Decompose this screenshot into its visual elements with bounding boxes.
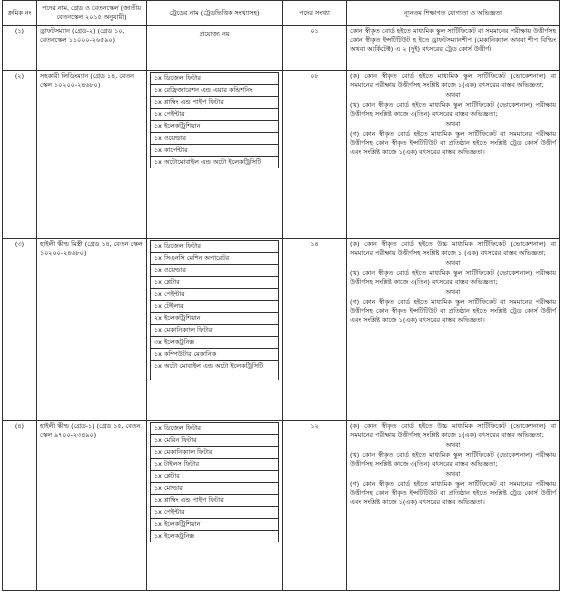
trade-list xyxy=(150,422,279,542)
trade-item: ১x অটো মোবাইল এন্ড অটো ইলেকট্রিসিটি xyxy=(151,361,279,381)
trade-item: ১x পেইন্টার xyxy=(151,109,279,121)
trade-item: ১x ওয়েল্ডার xyxy=(151,133,279,145)
count-cell: ১৪ xyxy=(283,239,347,421)
qualification-option-c: (গ) কোন স্বীকৃত বোর্ড হইতে মাধ্যমিক স্কুল সার্টিফিকেট বা সমমানের পরীক্ষায় উত্তীর্ণসহ কোন স্বীকৃত ইন্সটিটিউট বা প্রতিষ্ঠান হইতে সংশ্লিষ্ট ট্রেড কোর্স উত্তীর্ণ এবং সংশ্লিষ্ট কাজে ১(এক) বৎসরের বাস্তব অভিজ্ঞতা। xyxy=(350,130,556,156)
trade-item: ১x পেইন্টার xyxy=(151,289,279,301)
trade-item: ১x কম্পিউটার মেকানিক xyxy=(151,349,279,361)
qualification-cell xyxy=(347,421,560,591)
trade-cell xyxy=(147,239,283,421)
trade-item: ১x রেফ্রিজারেশন এন্ড এয়ার কন্ডিশনিং xyxy=(151,85,279,97)
count-cell: ০৮ xyxy=(283,71,347,239)
post-cell: হাইলী স্কীল্ড (গ্রেড-১) (গ্রেড ১৫, বেতন স্কেল ৯৭০০-২৩৪৯০) xyxy=(37,421,147,591)
post-cell: ড্রাফটসম্যান (গ্রেড-২) (গ্রেড ১০, বেতনস্কেল ১১০০০-২৬৫৯০) xyxy=(37,26,147,71)
or-separator: অথবা xyxy=(445,91,461,99)
trade-item: ১x টেইলার xyxy=(151,301,279,313)
qualification-option-a: (ক) কোন স্বীকৃত বোর্ড হইতে উচ্চ মাধ্যমিক সার্টিফিকেট (ভোকেশনাল) বা সমমানের পরীক্ষায় উত্তীর্ণসহ সংশ্লিষ্ট কাজে ১ (এক) বৎসরের বাস্তব অভিজ্ঞতা; xyxy=(350,240,556,257)
qualification-cell xyxy=(347,26,560,71)
trade-item: ১x মেকানিক্যাল ফিটার xyxy=(151,447,279,459)
post-cell: সহকারী লিডিংম্যান (গ্রেড ১৪, বেতন স্কেল ১০২০০-২৪৬৮০) xyxy=(37,71,147,239)
or-separator: অথবা xyxy=(445,288,461,296)
trade-item: ১x প্লাম্বিং এন্ড পাইপ ফিটার xyxy=(151,495,279,507)
post-cell: হাইলী স্কীল্ড মিস্ত্রী (গ্রেড ১৪, বেতন স্কেল ১০২০০-২৪৬৮০) xyxy=(37,239,147,421)
qualification-option-a: (ক) কোন স্বীকৃত বোর্ড হইতে উচ্চ মাধ্যমিক সার্টিফিকেট (ভোকেশনাল) বা সমমানের পরীক্ষায় উত্তীর্ণসহ সংশ্লিষ্ট কাজে ১(এক) বৎসরের বাস্তব অভিজ্ঞতা; xyxy=(350,422,556,439)
trade-list xyxy=(150,72,279,168)
trade-cell xyxy=(147,71,283,239)
serial-cell: (৪) xyxy=(3,421,37,591)
header-post: পদের নাম, গ্রেড ও বেতনস্কেল (জাতীয় বেতনস্কেল ২০১৫ অনুযায়ী) xyxy=(37,1,147,26)
trade-item: ১x অটোমোবাইল এন্ড অটো ইলেকট্রিসিটি xyxy=(151,157,279,169)
trade-item: ১x টাইলস ফিটার xyxy=(151,459,279,471)
or-separator: অথবা xyxy=(445,259,461,267)
header-sl: ক্রমিক নং xyxy=(3,1,37,26)
or-separator: অথবা xyxy=(445,470,461,478)
trade-item: ১x মেকানিক্যাল ফিটার xyxy=(151,325,279,337)
trade-item: ২x ইলেকট্রিশিয়ান xyxy=(151,313,279,325)
table-row xyxy=(3,239,560,421)
trade-item: ১x মেরিন ফিটার xyxy=(151,435,279,447)
table-row xyxy=(3,71,560,239)
qualification-option-b: (খ) কোন স্বীকৃত বোর্ড হইতে মাধ্যমিক স্কুল সার্টিফিকেট (ভোকেশনাল) পরীক্ষায় উত্তীর্ণসহ সংশ্লিষ্ট কাজে ৩(তিন) বৎসরের বাস্তব অভিজ্ঞতা; xyxy=(350,101,556,118)
count-cell: ০১ xyxy=(283,26,347,71)
trade-item: ১x মোল্ডার xyxy=(151,483,279,495)
trade-list xyxy=(150,240,279,380)
trade-item: ১x প্লেটার xyxy=(151,277,279,289)
qualification-text: কোন স্বীকৃত বোর্ড হইতে মাধ্যমিক স্কুল সার্টিফিকেট বা সমমানের পরীক্ষায় উত্তীর্ণসহ কোন স্বীকৃত ইন্সটিটিউট হ ইতে ড্রাফটসম্যানশীপ (মেকানিক্যাল অথবা শীপ বিল্ডিং অথবা আর্কিটেক্ট) এ ২ (দুই) বৎসরের ট্রেড কোর্স উত্তীর্ণ। xyxy=(350,27,556,53)
trade-item: ১x ডিজেল ফিটার xyxy=(151,241,279,253)
table-row xyxy=(3,26,560,71)
serial-cell: (৩) xyxy=(3,239,37,421)
trade-item: ১x ইলেকট্রনিক্স xyxy=(151,531,279,543)
trade-note: প্রযোজ্য নয় xyxy=(199,30,230,38)
trade-item: ১x প্লেটার xyxy=(151,471,279,483)
qualification-option-b: (খ) কোন স্বীকৃত বোর্ড হইতে মাধ্যমিক স্কুল সার্টিফিকেট (ভোকেশনাল) পরীক্ষায় উত্তীর্ণসহ সংশ্লিষ্ট কাজে ৩(তিন) বৎসরের বাস্তব অভিজ্ঞতা; xyxy=(350,451,556,468)
qualification-option-c: (গ) কোন স্বীকৃত বোর্ড হইতে মাধ্যমিক স্কুল সার্টিফিকেট বা সমমানের পরীক্ষায় উত্তীর্ণসহ কোন স্বীকৃত ইন্সটিটিউট বা প্রতিষ্ঠান হইতে সংশ্লিষ্ট ট্রেড কোর্স উত্তীর্ণ এবং সংশ্লিষ্ট কাজে ১(এক) বৎসরের বাস্তব অভিজ্ঞতা। xyxy=(350,480,556,506)
trade-item: ১x ডিজেল ফিটার xyxy=(151,423,279,435)
qualification-cell xyxy=(347,71,560,239)
trade-item: ১x ডিজেল ফিটার xyxy=(151,73,279,85)
or-separator: অথবা xyxy=(445,441,461,449)
qualification-option-b: (খ) কোন স্বীকৃত বোর্ড হইতে মাধ্যমিক স্কুল সার্টিফিকেট (ভোকেশনাল) পরীক্ষায় উত্তীর্ণসহ সংশ্লিষ্ট কাজে ৩(তিন) বৎসরের বাস্তব অভিজ্ঞতা; xyxy=(350,269,556,286)
trade-item: ১x ওয়েল্ডার xyxy=(151,265,279,277)
header-trade: ট্রেডের নাম (ট্রেডভিত্তিক সংখ্যাসহ) xyxy=(147,1,283,26)
header-row xyxy=(3,1,560,26)
trade-item: ১x সিএনসি মেশিন অপারেটর xyxy=(151,253,279,265)
qualification-cell xyxy=(347,239,560,421)
count-cell: ১২ xyxy=(283,421,347,591)
serial-cell: (১) xyxy=(3,26,37,71)
or-separator: অথবা xyxy=(445,120,461,128)
table-row xyxy=(3,421,560,591)
trade-item: ১x ইলেকট্রিশিয়ান xyxy=(151,121,279,133)
trade-item: ১x পেইন্টার xyxy=(151,507,279,519)
header-qualification: ন্যূনতম শিক্ষাগত যোগ্যতা ও অভিজ্ঞতা xyxy=(347,1,560,26)
qualification-option-a: (ক) কোন স্বীকৃত বোর্ড হইতে মাধ্যমিক স্কুল সার্টিফিকেট (ভোকেশনাল) বা সমমানের পরীক্ষায় উত্তীর্ণসহ সংশ্লিষ্ট কাজে ১(এক) বৎসরের বাস্তব অভিজ্ঞতা; xyxy=(350,72,556,89)
recruitment-table xyxy=(2,0,560,591)
trade-item: ১x কার্পেন্টার xyxy=(151,145,279,157)
trade-cell xyxy=(147,26,283,71)
qualification-option-c: (গ) কোন স্বীকৃত বোর্ড হইতে মাধ্যমিক স্কুল সার্টিফিকেট বা সমমানের পরীক্ষায় উত্তীর্ণসহ কোন স্বীকৃত ইন্সটিটিউট বা প্রতিষ্ঠান হইতে সংশ্লিষ্ট ট্রেড কোর্স উত্তীর্ণ এবং সংশ্লিষ্ট কাজে ১(এক) বৎসরের বাস্তব অভিজ্ঞতা। xyxy=(350,298,556,324)
serial-cell: (২) xyxy=(3,71,37,239)
trade-cell xyxy=(147,421,283,591)
trade-item: ৩x ইলেকট্রনিক্স xyxy=(151,337,279,349)
trade-item: ১x প্লাম্বিং এন্ড পাইপ ফিটার xyxy=(151,97,279,109)
trade-item: ১x ইলেকট্রিশিয়ান xyxy=(151,519,279,531)
header-count: পদের সংখ্যা xyxy=(283,1,347,26)
